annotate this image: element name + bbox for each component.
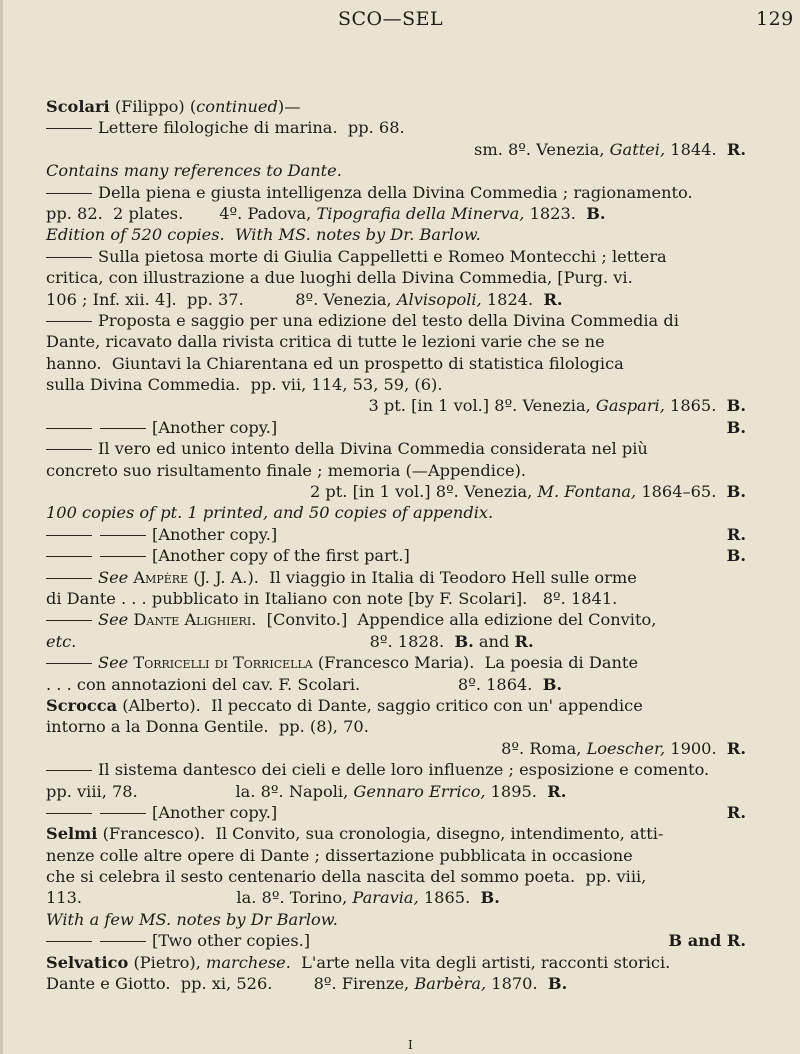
text-run: [Two other copies.] [152, 931, 311, 951]
ditto-dash [46, 663, 92, 664]
small-caps-text: Torricelli di Torricella [133, 653, 313, 673]
ditto-dash [100, 428, 146, 429]
library-code: B. [726, 417, 746, 437]
entry-line [46, 395, 746, 416]
bold-text: B. [586, 203, 606, 223]
entry-line [46, 674, 746, 695]
bold-text: B. [726, 396, 746, 416]
entry-line [46, 588, 746, 609]
italic-text: Tipografia della Minerva, [316, 203, 525, 223]
italic-text: M. Fontana, [537, 482, 637, 502]
entry-line [46, 310, 746, 331]
text-run: 1844. [665, 139, 727, 159]
entry-line [46, 267, 746, 288]
entry-line [46, 545, 746, 566]
ditto-dash [46, 578, 92, 579]
entry-line [46, 203, 746, 224]
ditto-dash [46, 770, 92, 771]
bold-text: B. [454, 631, 474, 651]
entry-line [46, 481, 746, 502]
entry-line [46, 182, 746, 203]
italic-text: See [98, 610, 129, 630]
small-caps-text: Ampère [133, 567, 189, 587]
ditto-dash [100, 535, 146, 536]
italic-text: continued [196, 97, 278, 116]
text-run: 113. la. 8º. Torino, [46, 888, 353, 908]
entry-line [46, 738, 746, 759]
italic-text: See [98, 653, 129, 673]
ditto-dash [100, 941, 146, 942]
italic-text: Gennaro Errico, [353, 781, 486, 801]
text-run: pp. viii, 78. la. 8º. Napoli, [46, 781, 354, 801]
text-run: (J. J. A.). Il viaggio in Italia di Teodoro Hell sulle orme [188, 567, 637, 587]
entry-line [46, 524, 746, 545]
text-run: (Francesco). Il Convito, sua cronologia, disegno, intendimento, atti- [97, 824, 664, 844]
text-run: Lettere filologiche di marina. pp. 68. [98, 118, 405, 138]
italic-text: Edition of 520 copies. With MS. notes by Dr. Barlow. [46, 225, 481, 245]
text-run: sm. 8º. Venezia, [474, 139, 610, 159]
bibliography-entries [46, 96, 746, 994]
text-run: critica, con illustrazione a due luoghi della Divina Commedia, [Purg. vi. [46, 268, 633, 288]
entry-line [46, 973, 746, 994]
italic-text: With a few MS. notes by Dr Barlow. [46, 909, 338, 929]
entry-line [46, 845, 746, 866]
text-run: Proposta e saggio per una edizione del testo della Divina Commedia di [98, 310, 679, 330]
entry-line [46, 417, 746, 438]
text-run: Il sistema dantesco dei cieli e delle loro influenze ; esposizione e comento. [98, 760, 710, 780]
italic-text: etc. [46, 631, 77, 651]
text-run: (Pietro), [128, 952, 207, 972]
text-run: 1870. [486, 974, 548, 994]
italic-text: Alvisopoli, [396, 289, 482, 309]
bold-text: B. [547, 974, 568, 994]
entry-line [46, 631, 746, 652]
entry-line [46, 823, 746, 844]
text-run: . . . con annotazioni del cav. F. Scolari. 8º. 1864. [46, 674, 543, 694]
library-code: R. [726, 524, 746, 544]
bold-text: R. [547, 781, 567, 801]
text-run: 2 pt. [in 1 vol.] 8º. Venezia, [309, 482, 538, 502]
ditto-dash [46, 813, 92, 814]
text-run: 8º. 1828. [76, 631, 455, 651]
entry-line [46, 289, 746, 310]
text-run: [Another copy of the first part.] [152, 546, 410, 566]
text-run: 1823. [524, 203, 587, 223]
italic-text: Gattei, [609, 139, 666, 159]
bold-text: B. [726, 482, 746, 502]
entry-line [46, 438, 746, 459]
ditto-dash [46, 556, 92, 557]
text-run: 106 ; Inf. xii. 4]. pp. 37. 8º. Venezia, [46, 289, 397, 309]
italic-text: Gaspari, [595, 396, 665, 416]
text-run: and [473, 631, 515, 651]
entry-line [46, 716, 746, 737]
ditto-dash [100, 556, 146, 557]
text-run: sulla Divina Commedia. pp. vii, 114, 53, 59, (6). [46, 375, 443, 395]
ditto-dash [100, 813, 146, 814]
entry-line [46, 802, 746, 823]
text-run: hanno. Giuntavi la Chiarentana ed un prospetto di statistica filologica [46, 353, 624, 373]
library-code: R. [726, 802, 746, 822]
italic-text: 100 copies of pt. 1 printed, and 50 copies of appendix. [46, 503, 494, 523]
text-run: 1824. [481, 289, 544, 309]
ditto-dash [46, 428, 92, 429]
entry-line [46, 652, 746, 673]
bold-text: Selmi [46, 824, 98, 844]
library-code: B. [726, 546, 746, 566]
entry-line [46, 887, 746, 908]
text-run: intorno a la Donna Gentile. pp. (8), 70. [46, 717, 369, 737]
ditto-dash [46, 321, 92, 322]
italic-text: Loescher, [586, 738, 666, 758]
bold-text: Scrocca [46, 695, 118, 715]
italic-text: Barbèra, [414, 974, 487, 994]
text-run: 1865. [418, 888, 481, 908]
text-run: 1900. [665, 738, 727, 758]
italic-text: Paravia, [352, 888, 419, 908]
running-header: SCO—SEL [338, 8, 444, 30]
printer-signature-mark: I [408, 1038, 413, 1052]
text-run: Dante, ricavato dalla rivista critica di tutte le lezioni varie che se ne [46, 332, 605, 352]
entry-line [46, 460, 746, 481]
entry-line [46, 224, 746, 245]
ditto-dash [46, 257, 92, 258]
text-run: (Filippo) ( [109, 97, 197, 116]
ditto-dash [46, 193, 92, 194]
entry-line [46, 139, 746, 160]
entry-line [46, 609, 746, 630]
bold-text: R. [726, 139, 746, 159]
ditto-dash [46, 620, 92, 621]
library-code: B and R. [668, 931, 746, 951]
bold-text: Scolari [46, 97, 110, 116]
entry-line [46, 567, 746, 588]
entry-line [46, 117, 746, 138]
entry-line [46, 909, 746, 930]
entry-line [46, 246, 746, 267]
entry-line [46, 759, 746, 780]
text-run: )— [277, 97, 301, 116]
entry-line [46, 866, 746, 887]
text-run: di Dante . . . pubblicato in Italiano con note [by F. Scolari]. 8º. 1841. [46, 588, 618, 608]
entry-line [46, 781, 746, 802]
entry-line [46, 331, 746, 352]
text-run: Dante e Giotto. pp. xi, 526. 8º. Firenze, [46, 974, 415, 994]
italic-text: marchese. [206, 952, 291, 972]
text-run: 1865. [664, 396, 727, 416]
ditto-dash [46, 449, 92, 450]
italic-text: See [98, 567, 129, 587]
page-edge-shadow [0, 0, 3, 1054]
entry-line [46, 160, 746, 181]
text-run: Della piena e giusta intelligenza della Divina Commedia ; ragionamento. [98, 182, 693, 202]
text-run: Il vero ed unico intento della Divina Commedia considerata nel più [98, 439, 648, 459]
italic-text: Contains many references to Dante. [46, 161, 342, 181]
text-run: pp. 82. 2 plates. 4º. Padova, [46, 203, 317, 223]
entry-line [46, 353, 746, 374]
text-run: 1864–65. [636, 482, 727, 502]
ditto-dash [46, 128, 92, 129]
text-run: 3 pt. [in 1 vol.] 8º. Venezia, [368, 396, 596, 416]
text-run: [Another copy.] [152, 524, 278, 544]
bold-text: Selvatico [46, 952, 129, 972]
entry-line [46, 96, 746, 117]
text-run: [Convito.] Appendice alla edizione del Convito, [256, 610, 657, 630]
entry-line [46, 930, 746, 951]
text-run: concreto suo risultamento finale ; memoria (—Appendice). [46, 460, 527, 480]
text-run: 8º. Roma, [501, 738, 587, 758]
text-run: [Another copy.] [152, 802, 278, 822]
bold-text: R. [726, 738, 746, 758]
text-run: che si celebra il sesto centenario della nascita del sommo poeta. pp. viii, [46, 867, 647, 887]
entry-line [46, 952, 746, 973]
ditto-dash [46, 941, 92, 942]
bold-text: R. [514, 631, 534, 651]
ditto-dash [46, 535, 92, 536]
text-run: nenze colle altre opere di Dante ; dissertazione pubblicata in occasione [46, 845, 633, 865]
text-run: 1895. [485, 781, 548, 801]
text-run: L'arte nella vita degli artisti, racconti storici. [290, 952, 671, 972]
entry-line [46, 502, 746, 523]
text-run: (Alberto). Il peccato di Dante, saggio critico con un' appendice [117, 695, 643, 715]
small-caps-text: Dante Alighieri. [133, 610, 257, 630]
bold-text: R. [543, 289, 563, 309]
bold-text: B. [480, 888, 500, 908]
text-run: (Francesco Maria). La poesia di Dante [312, 653, 639, 673]
entry-line [46, 695, 746, 716]
bold-text: B. [542, 674, 563, 694]
text-run: [Another copy.] [152, 417, 278, 437]
entry-line [46, 374, 746, 395]
text-run: Sulla pietosa morte di Giulia Cappelletti e Romeo Montecchi ; lettera [98, 246, 667, 266]
page-number: 129 [756, 8, 794, 30]
